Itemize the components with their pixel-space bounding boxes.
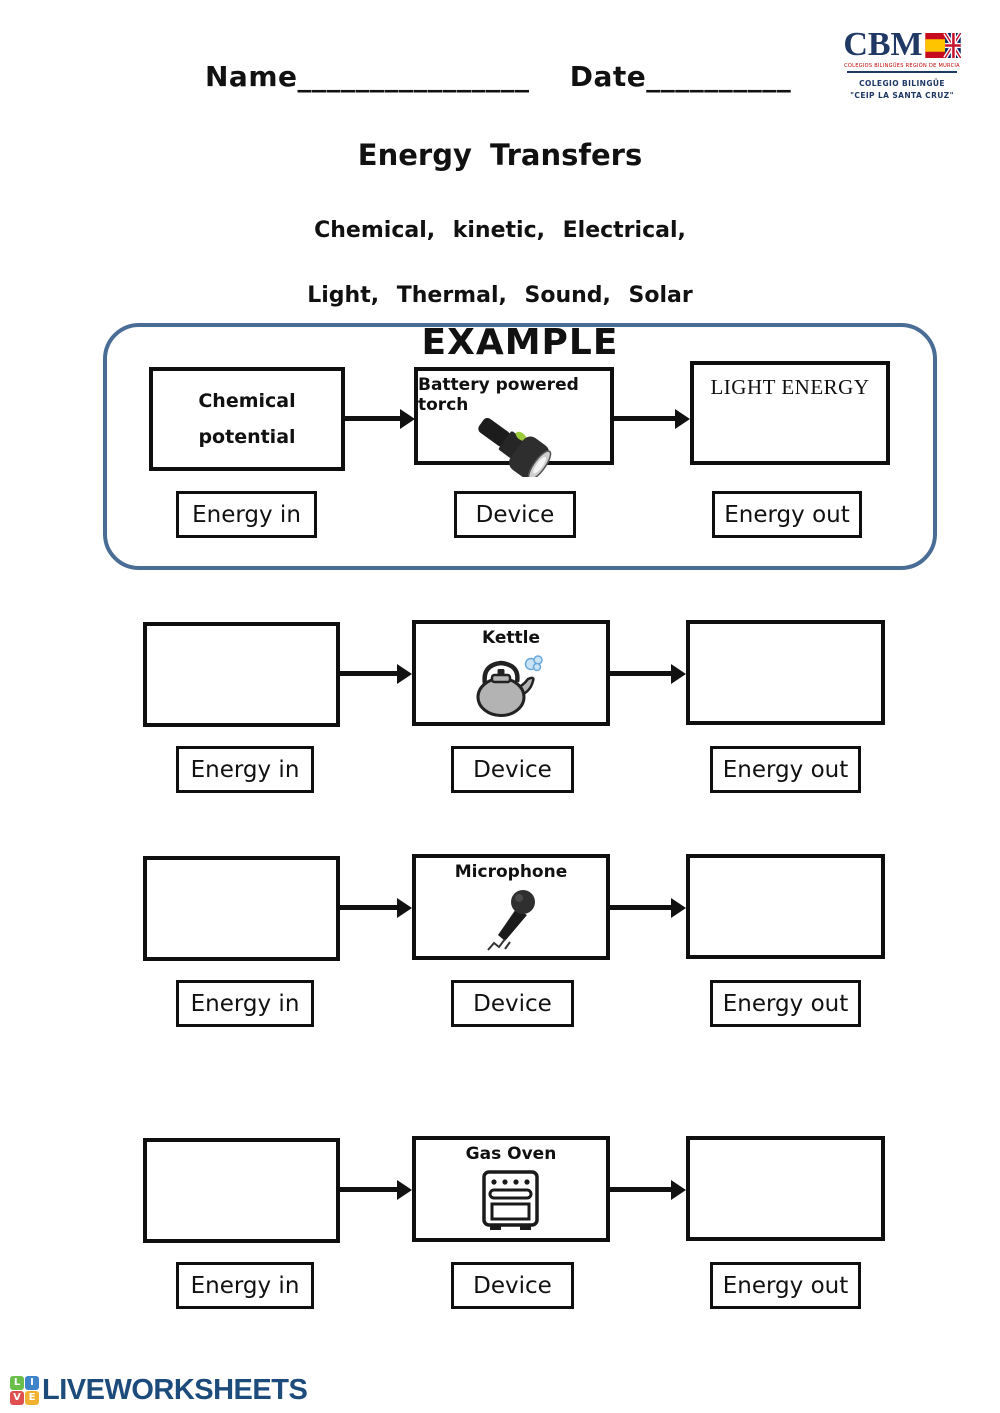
example-energy-out-box bbox=[690, 361, 890, 465]
answer-box-energy-in[interactable] bbox=[143, 622, 340, 727]
arrow-icon bbox=[610, 671, 672, 676]
device-label: Device bbox=[451, 746, 574, 793]
device-box bbox=[412, 620, 610, 726]
device-label: Device bbox=[451, 1262, 574, 1309]
row-gas-oven bbox=[0, 1136, 1000, 1316]
gas-oven-icon bbox=[479, 1169, 543, 1233]
liveworksheets-wordmark: LIVEWORKSHEETS bbox=[42, 1374, 308, 1406]
logo-divider bbox=[847, 71, 957, 73]
device-title: Kettle bbox=[481, 628, 540, 648]
energy-out-label: Energy out bbox=[710, 980, 861, 1027]
arrow-icon bbox=[610, 905, 672, 910]
liveworksheets-logo[interactable] bbox=[10, 1374, 307, 1407]
example-energy-out-value: LIGHT ENERGY bbox=[710, 375, 870, 399]
example-energy-in-box bbox=[149, 367, 345, 471]
kettle-icon bbox=[468, 652, 554, 718]
device-title: Microphone bbox=[454, 862, 568, 882]
energy-in-label: Energy in bbox=[176, 1262, 314, 1309]
word-bank-line-1: Chemical, kinetic, Electrical, bbox=[314, 218, 686, 243]
word-bank-line-2: Light, Thermal, Sound, Solar bbox=[307, 283, 693, 308]
energy-out-label: Energy out bbox=[710, 1262, 861, 1309]
answer-box-energy-in[interactable] bbox=[143, 856, 340, 961]
name-date-line bbox=[205, 60, 791, 93]
page-title: Energy Transfers bbox=[357, 138, 643, 172]
answer-box-energy-in[interactable] bbox=[143, 1138, 340, 1243]
energy-in-label: Energy in bbox=[176, 746, 314, 793]
device-box bbox=[412, 1136, 610, 1242]
arrow-icon bbox=[614, 416, 676, 421]
logo-tile: E bbox=[25, 1391, 39, 1405]
example-section bbox=[103, 323, 937, 570]
logo-tile: V bbox=[10, 1391, 24, 1405]
row-kettle bbox=[0, 620, 1000, 800]
example-energy-in-line2: potential bbox=[198, 426, 296, 448]
arrow-icon bbox=[340, 671, 398, 676]
energy-out-label: Energy out bbox=[712, 491, 862, 538]
example-heading: EXAMPLE bbox=[421, 322, 619, 363]
arrow-icon bbox=[340, 905, 398, 910]
school-name: "CEIP LA SANTA CRUZ" bbox=[850, 91, 954, 100]
example-device-title: Battery powered torch bbox=[418, 375, 579, 415]
school-logo-tagline: COLEGIOS BILINGÜES REGIÓN DE MURCIA bbox=[844, 63, 960, 69]
microphone-icon bbox=[479, 887, 543, 951]
device-box bbox=[412, 854, 610, 960]
device-label: Device bbox=[451, 980, 574, 1027]
energy-out-label: Energy out bbox=[710, 746, 861, 793]
energy-in-label: Energy in bbox=[176, 980, 314, 1027]
arrow-icon bbox=[340, 1187, 398, 1192]
logo-tile: L bbox=[10, 1376, 24, 1390]
flashlight-icon bbox=[470, 415, 558, 477]
logo-tile: I bbox=[25, 1376, 39, 1390]
answer-box-energy-out[interactable] bbox=[686, 854, 885, 959]
answer-box-energy-out[interactable] bbox=[686, 1136, 885, 1241]
device-label: Device bbox=[454, 491, 576, 538]
school-logo bbox=[843, 28, 961, 102]
example-device-box bbox=[414, 367, 614, 465]
arrow-icon bbox=[610, 1187, 672, 1192]
spain-uk-flag-icon bbox=[925, 33, 961, 58]
school-logo-acronym: CBM bbox=[843, 26, 923, 63]
device-title: Gas Oven bbox=[465, 1144, 557, 1164]
liveworksheets-tiles-icon bbox=[10, 1376, 39, 1405]
date-blank[interactable]: Date__________ bbox=[569, 60, 792, 93]
answer-box-energy-out[interactable] bbox=[686, 620, 885, 725]
row-microphone bbox=[0, 854, 1000, 1034]
name-blank[interactable]: Name________________ bbox=[205, 60, 530, 93]
example-energy-in-line1: Chemical bbox=[198, 390, 296, 412]
school-type: COLEGIO BILINGÜE bbox=[859, 79, 945, 88]
arrow-icon bbox=[343, 416, 401, 421]
energy-in-label: Energy in bbox=[176, 491, 317, 538]
